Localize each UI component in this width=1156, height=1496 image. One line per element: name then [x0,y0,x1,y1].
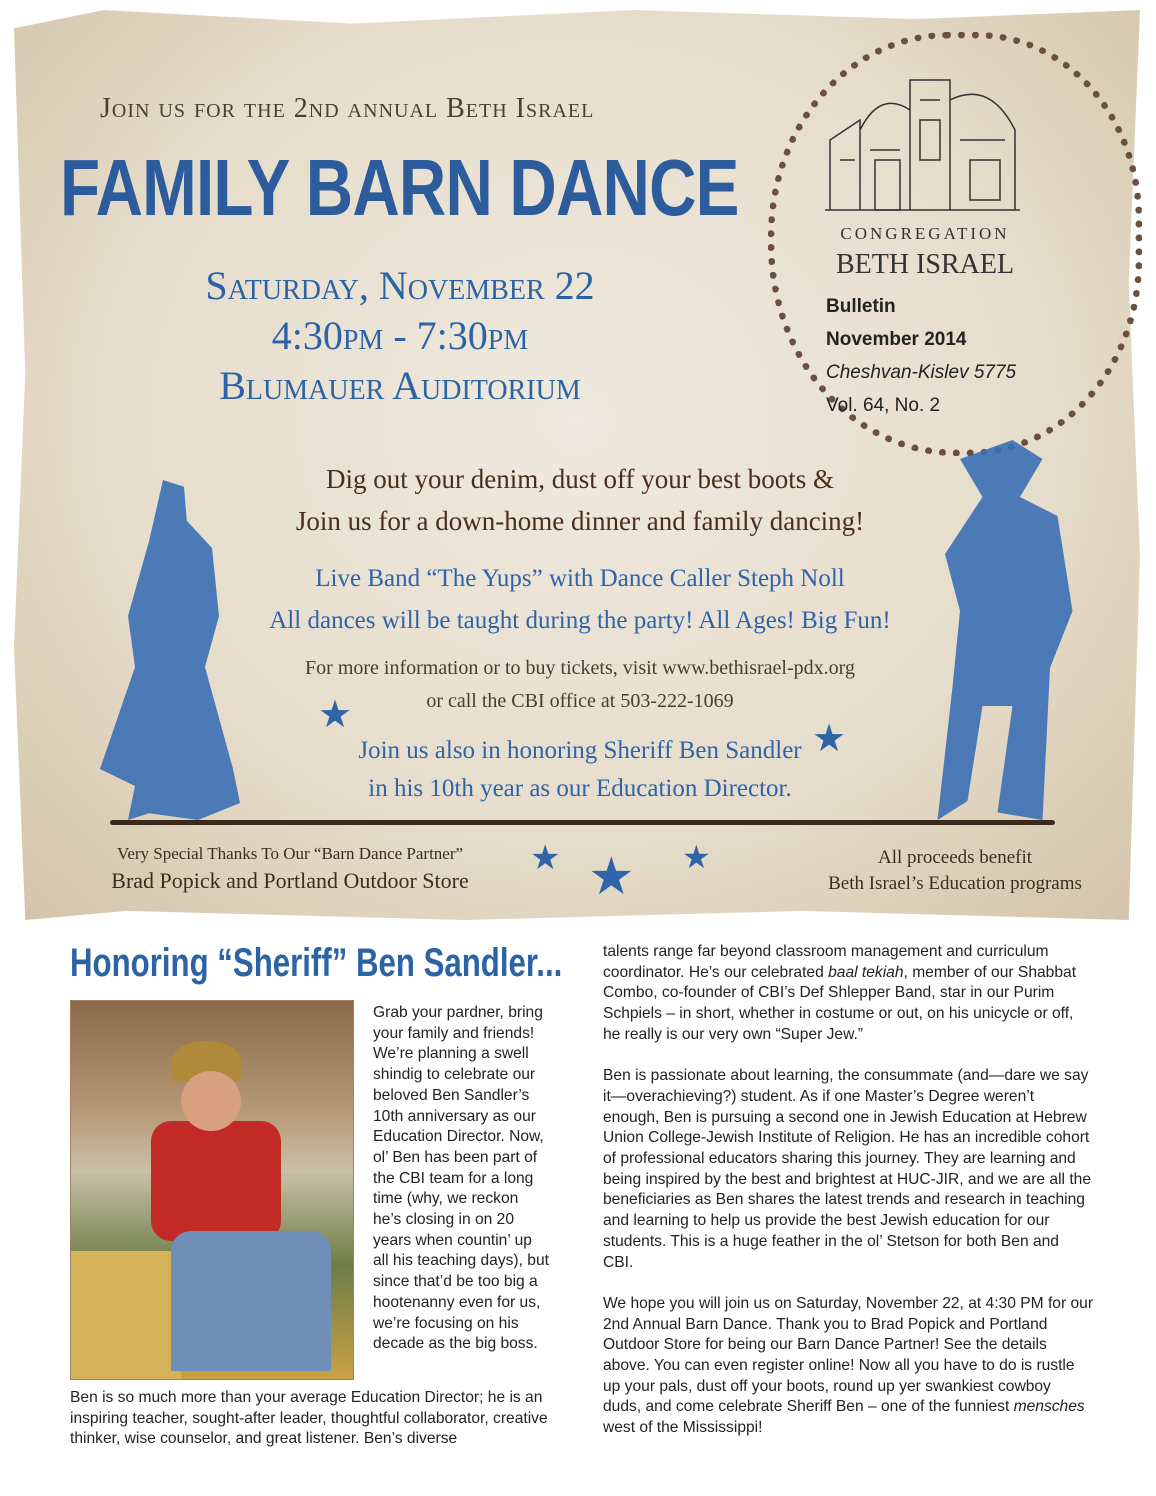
proceeds-line: All proceeds benefit [877,847,1033,868]
event-title: FAMILY BARN DANCE [60,143,739,232]
pitch-text [180,458,980,542]
event-date: Saturday, November 22 [205,263,595,308]
info-line: or call the CBI office at 503-222-1069 [426,690,734,712]
volume: Vol. 64, No. 2 [826,395,941,416]
band-line: Live Band “The Yups” with Dance Caller Steph Noll [315,565,845,592]
floor-line [110,820,1055,825]
band-line: All dances will be taught during the party! All Ages! Big Fun! [269,607,891,634]
star-icon: ★ [588,847,635,907]
star-icon: ★ [530,838,561,878]
congregation-name: BETH ISRAEL [835,249,1015,280]
hay-bale [71,1251,181,1379]
star-icon: ★ [682,838,711,876]
article-paragraph: Ben is passionate about learning, the consummate (and—dare we say it—overachieving?) student. As if one Master’s Degree weren’t enough, Ben is pursuing a second one in Jewish Education at Hebrew Union College-Jewish Institute of Religion. He has an incredible cohort of professional educators sharing this journey. They are learning and being inspired by the best and brightest at HUC-JIR, and we are all the beneficiaries as Ben shares the latest trends and research in teaching and learning to help us provide the best Jewish education for our students. This is a huge feather in the ol’ Stetson for both Ben and CBI. [603,1067,1092,1271]
bulletin-info [826,290,1016,422]
article-column-left [70,1000,550,1450]
text: west of the Mississippi! [603,1419,763,1437]
bulletin-label: Bulletin [826,296,896,317]
congregation-label: CONGREGATION [840,224,1010,243]
info-line: For more information or to buy tickets, visit www.bethisrael-pdx.org [305,657,855,679]
honor-line: Join us also in honoring Sheriff Ben Sandler [358,737,802,764]
event-time: 4:30pm - 7:30pm [271,313,529,358]
honor-line: in his 10th year as our Education Director. [368,775,792,802]
hebrew-date: Cheshvan-Kislev 5775 [826,362,1017,383]
proceeds-line: Beth Israel’s Education programs [828,873,1082,894]
info-text [180,652,980,718]
synagogue-logo [820,70,1030,220]
article-paragraph: Ben is so much more than your average Education Director; he is an inspiring teacher, sought-after leader, thoughtful collaborator, creative thinker, wise counselor, and great listener. Ben’s diverse [70,1389,548,1448]
italic-term: mensches [1013,1398,1085,1416]
honor-text [180,732,980,808]
italic-term: baal tekiah [828,963,904,981]
article-column-right [603,942,1093,1460]
ben-sandler-photo [70,1000,354,1380]
thanks-text [60,843,520,895]
pitch-line: Dig out your denim, dust off your best boots & [326,464,834,494]
article-paragraph [603,1294,1093,1439]
proceeds-text [790,845,1120,897]
star-icon: ★ [318,692,353,736]
jeans [171,1231,331,1371]
event-venue: Blumauer Auditorium [219,363,581,408]
star-icon: ★ [812,716,847,760]
photo-and-intro [70,1000,550,1380]
invite-line: Join us for the 2nd annual Beth Israel [100,93,595,124]
sponsor-name: Brad Popick and Portland Outdoor Store [111,868,469,893]
bulletin-month: November 2014 [826,329,967,350]
band-text [180,558,980,642]
red-shirt [151,1121,281,1241]
thanks-line: Very Special Thanks To Our “Barn Dance Partner” [116,844,464,863]
text: , member of our Shabbat Combo, co-founder of CBI’s Def Shlepper Band, star in our Purim Schpiels – in short, whether in costume or out, on his unicycle or off, he really is our very own “Super Jew.” [603,963,1077,1043]
article-paragraph [603,942,1093,1046]
article-intro: Grab your pardner, bring your family and friends! We’re planning a swell shindig to celebrate our beloved Ben Sandler’s 10th anniversary as our Education Director. Now, ol’ Ben has been part of the CBI team for a long time (why, we reckon he’s closing in on 20 years when countin’ up all his teaching days), but since that’d be too big a hootenanny even for us, we’re focusing on his decade as the big boss. [373,1004,549,1353]
article-headline: Honoring “Sheriff” Ben Sandler... [70,941,563,985]
pitch-line: Join us for a down-home dinner and family dancing! [295,506,865,536]
face [181,1071,241,1131]
text: We hope you will join us on Saturday, November 22, at 4:30 PM for our 2nd Annual Barn Dance. Thank you to Brad Popick and Portland Outdoor Store for being our Barn Dance Partner! See the details above. You can even register online! Now all you have to do is rustle up your pals, dust off your boots, round up yer swankiest cowboy duds, and come celebrate Sheriff Ben – one of the funniest [603,1294,1094,1416]
text: talents range far beyond classroom management and curriculum coordinator. He’s our celebrated [603,943,1049,981]
